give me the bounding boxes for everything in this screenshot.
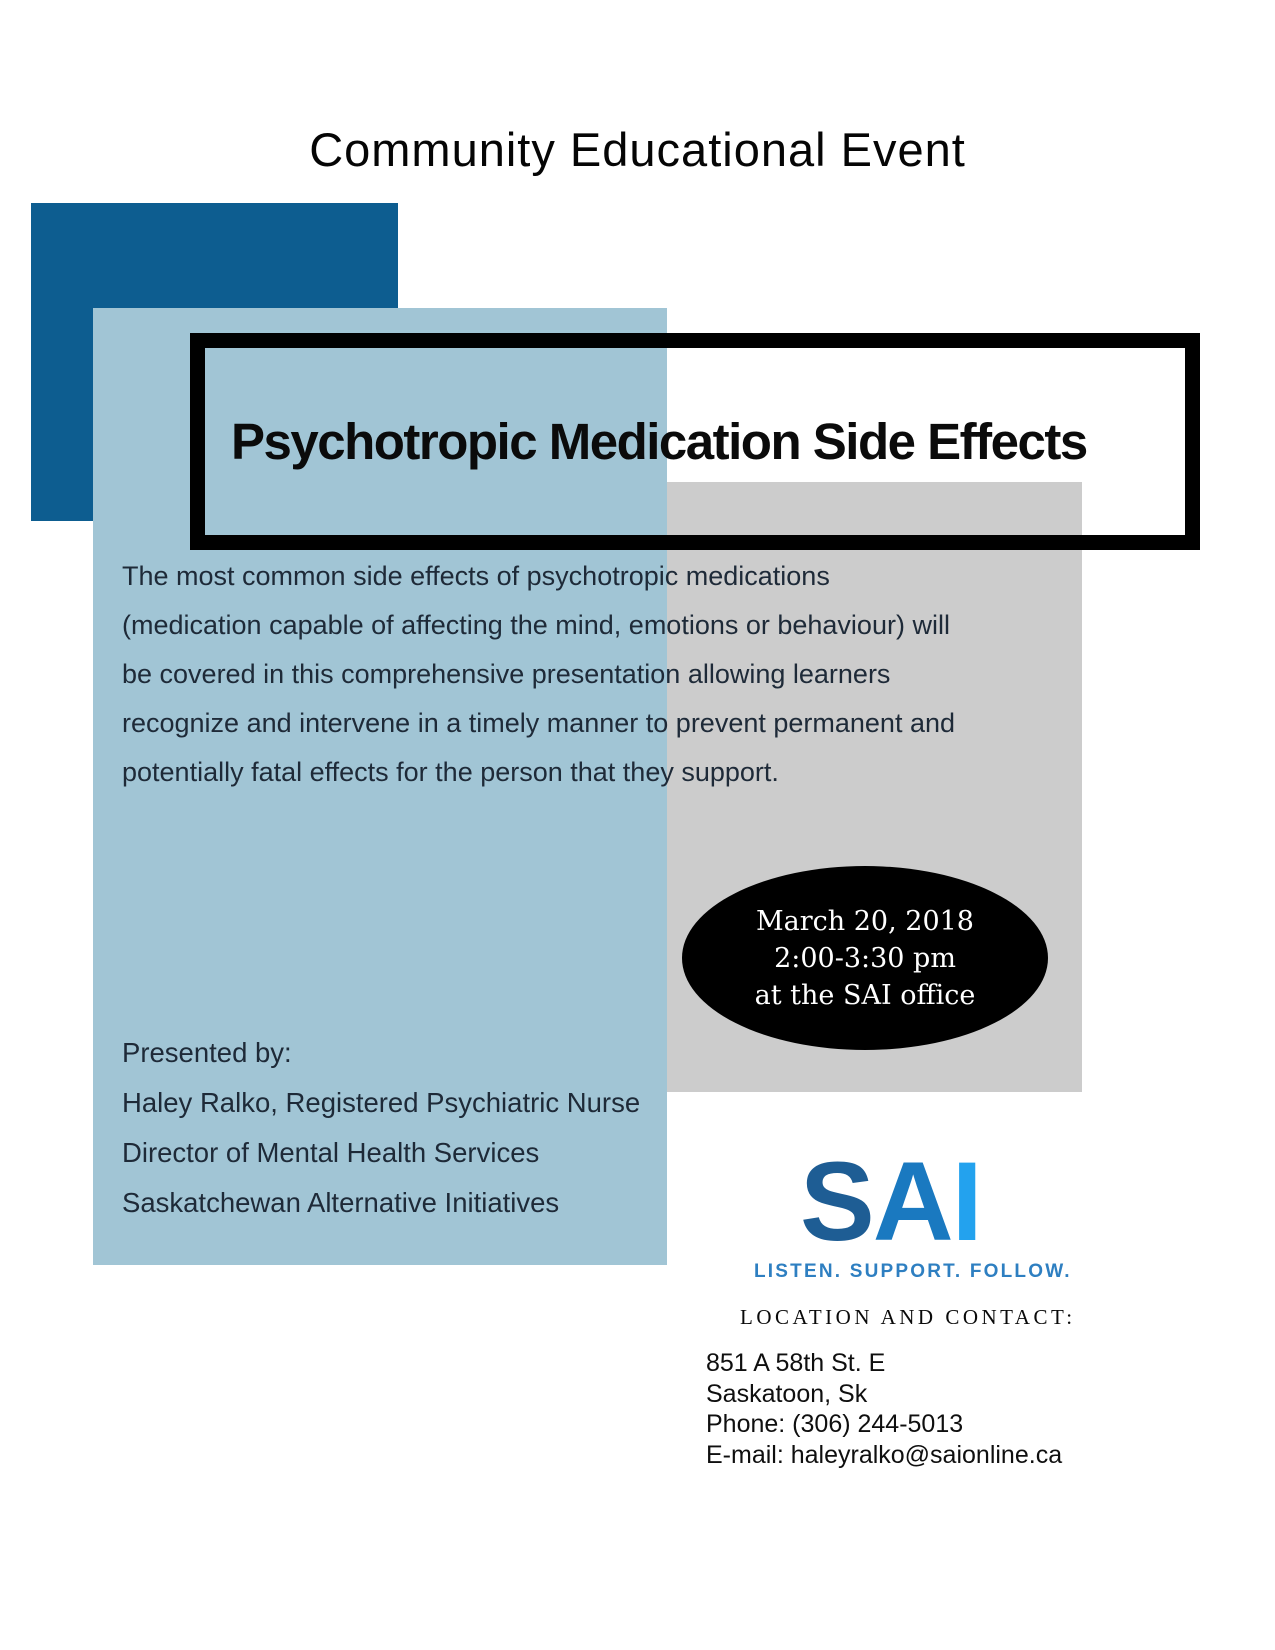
address-line-street: 851 A 58th St. E bbox=[706, 1349, 886, 1377]
logo-tagline: LISTEN. SUPPORT. FOLLOW. bbox=[754, 1261, 1072, 1282]
phone-line: Phone: (306) 244-5013 bbox=[706, 1410, 964, 1438]
event-time: 2:00-3:30 pm bbox=[774, 942, 956, 974]
presented-by-label: Presented by: bbox=[122, 1037, 292, 1068]
intro-line-1: The most common side effects of psychotropic medications bbox=[122, 561, 830, 591]
email-line: E-mail: haleyralko@saionline.ca bbox=[706, 1440, 1063, 1469]
intro-line-5: potentially fatal effects for the person that they support. bbox=[122, 757, 779, 787]
event-date: March 20, 2018 bbox=[756, 905, 974, 937]
event-title: Psychotropic Medication Side Effects bbox=[231, 413, 1087, 470]
address-line-city: Saskatoon, Sk bbox=[706, 1379, 868, 1408]
logo-letter-s: S bbox=[800, 1139, 873, 1264]
logo-letter-a: A bbox=[872, 1139, 952, 1264]
presenter-block bbox=[122, 1028, 640, 1228]
event-location: at the SAI office bbox=[754, 979, 976, 1011]
logo-letter-i: I bbox=[951, 1139, 981, 1264]
contact-section-heading: LOCATION AND CONTACT: bbox=[740, 1305, 1076, 1329]
presenter-name: Haley Ralko, Registered Psychiatric Nurse bbox=[122, 1087, 641, 1118]
presenter-org: Saskatchewan Alternative Initiatives bbox=[122, 1187, 560, 1218]
title-banner-box bbox=[190, 333, 1200, 550]
presenter-role: Director of Mental Health Services bbox=[122, 1137, 540, 1168]
contact-block bbox=[706, 1348, 1062, 1470]
event-date-badge bbox=[682, 866, 1048, 1050]
sai-logo bbox=[800, 1139, 981, 1264]
page-title: Community Educational Event bbox=[309, 123, 966, 176]
intro-line-3: be covered in this comprehensive presentation allowing learners bbox=[122, 659, 891, 689]
intro-line-2: (medication capable of affecting the mind, emotions or behaviour) will bbox=[122, 610, 950, 640]
intro-line-4: recognize and intervene in a timely manner to prevent permanent and bbox=[122, 708, 955, 738]
intro-paragraph bbox=[122, 552, 955, 797]
